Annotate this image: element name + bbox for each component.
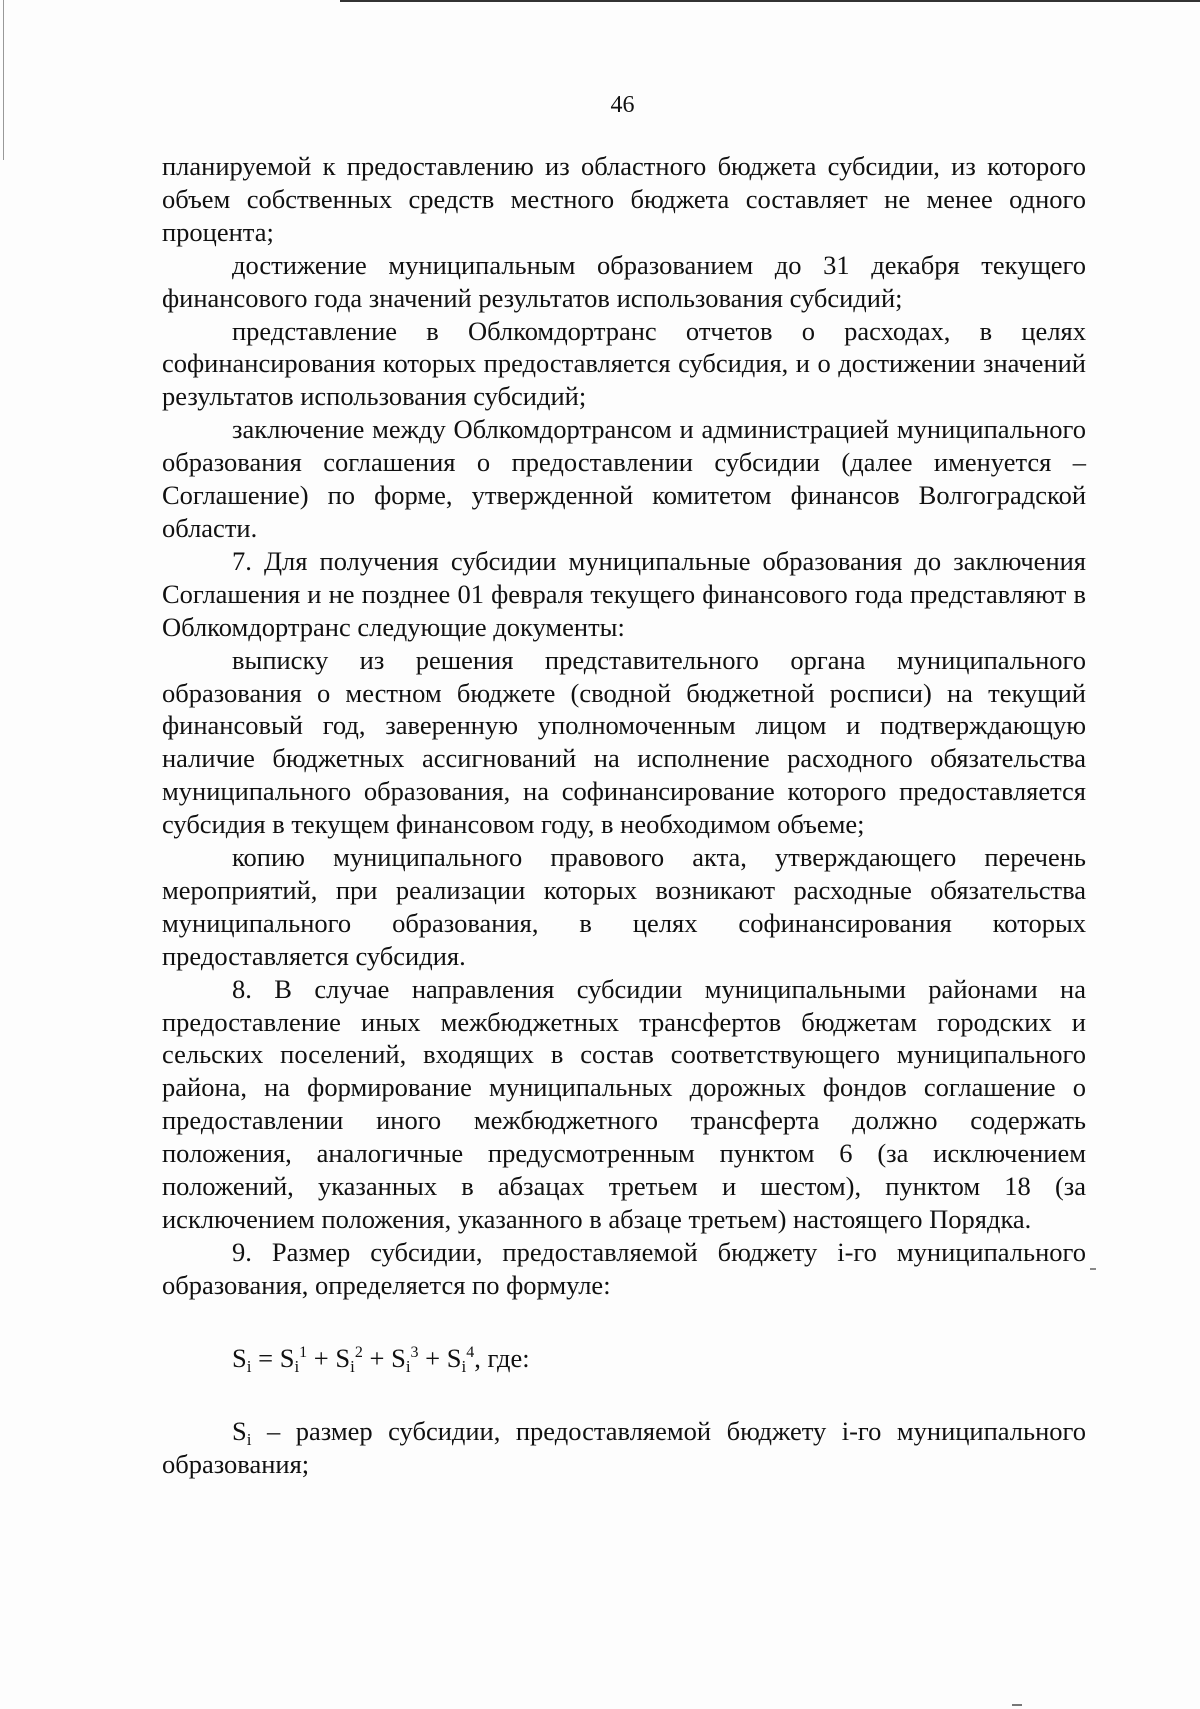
formula-term-1-sup: 1 [299, 1343, 308, 1361]
paragraph-8: 8. В случае направления субсидии муниципальными районами на предоставление иных межбюджетных трансфертов бюджетам городских и сельских поселений, входящих в состав соответствующего муниципального района, на формирование муниципальных дорожных фондов соглашение о предоставлении иного межбюджетного трансферта должно содержать положения, аналогичные предусмотренным пунктом 6 (за исключением положений, указанных в абзацах третьем и шестом), пунктом 18 (за исключением положения, указанного в абзаце третьем) настоящего Порядка. [162, 973, 1086, 1234]
document-body [162, 150, 1086, 1480]
scan-edge-top [340, 0, 1200, 2]
formula-term-4: S [446, 1342, 462, 1373]
formula-term-2-sub: i [350, 1356, 355, 1376]
formula-term-4-sub: i [461, 1356, 467, 1376]
formula [162, 1342, 1086, 1375]
scan-edge-left [3, 0, 4, 160]
definition-symbol-sub: i [246, 1429, 252, 1449]
paragraph-5: 7. Для получения субсидии муниципальные образования до заключения Соглашения и не позднее 01 февраля текущего финансового года представляют в Облкомдортранс следующие документы: [162, 545, 1086, 642]
paragraph-7: копию муниципального правового акта, утверждающего перечень мероприятий, при реализации которых возникают расходные обязательства муниципального образования, в целях софинансирования которых предоставляется субсидия. [162, 842, 1086, 971]
paragraph-2: достижение муниципальным образованием до 31 декабря текущего финансового года значений результатов использования субсидий; [162, 249, 1086, 313]
paragraph-1: планируемой к предоставлению из областного бюджета субсидии, из которого объем собственных средств местного бюджета составляет не менее одного процента; [162, 151, 1086, 247]
formula-eq: = [251, 1342, 280, 1373]
formula-plus-1: + [307, 1342, 336, 1373]
formula-term-1-sub: i [294, 1356, 300, 1376]
paragraph-6: выписку из решения представительного органа муниципального образования о местном бюджете (сводной бюджетной росписи) на текущий финансовый год, заверенную уполномоченным лицом и подтверждающую наличие бюджетных ассигнований на исполнение расходного обязательства муниципального образования, на софинансирование которого предоставляется субсидия в текущем финансовом году, в необходимом объеме; [162, 644, 1086, 840]
page-number: 46 [610, 92, 635, 118]
scan-artifact [1090, 1268, 1096, 1270]
formula-term-4-sup: 4 [466, 1343, 475, 1361]
paragraph-9: 9. Размер субсидии, предоставляемой бюджету i-го муниципального образования, определяется по формуле: [162, 1236, 1086, 1300]
formula-term-3-sup: 3 [410, 1343, 419, 1361]
formula-plus-2: + [362, 1342, 392, 1373]
definition-symbol: S [232, 1415, 247, 1446]
paragraph-4: заключение между Облкомдортрансом и администрацией муниципального образования соглашения о предоставлении субсидии (далее именуется – Соглашение) по форме, утвержденной комитетом финансов Волгоградской области. [162, 414, 1086, 543]
definition-text: – размер субсидии, предоставляемой бюджету i-го муниципального образования; [162, 1415, 1086, 1479]
definition-si [162, 1415, 1086, 1481]
formula-term-1: S [279, 1342, 295, 1373]
formula-lhs-sub: i [246, 1356, 252, 1376]
formula-lhs: S [232, 1342, 247, 1373]
formula-suffix: , где: [474, 1342, 530, 1373]
formula-term-3: S [391, 1342, 406, 1373]
formula-term-2: S [335, 1342, 351, 1373]
formula-term-3-sub: i [405, 1356, 411, 1376]
paragraph-3: представление в Облкомдортранс отчетов о расходах, в целях софинансирования которых предоставляется субсидия, и о достижении значений результатов использования субсидий; [162, 315, 1086, 412]
scan-artifact-bottom [1012, 1704, 1022, 1706]
formula-plus-3: + [418, 1342, 447, 1373]
formula-term-2-sup: 2 [354, 1343, 363, 1361]
